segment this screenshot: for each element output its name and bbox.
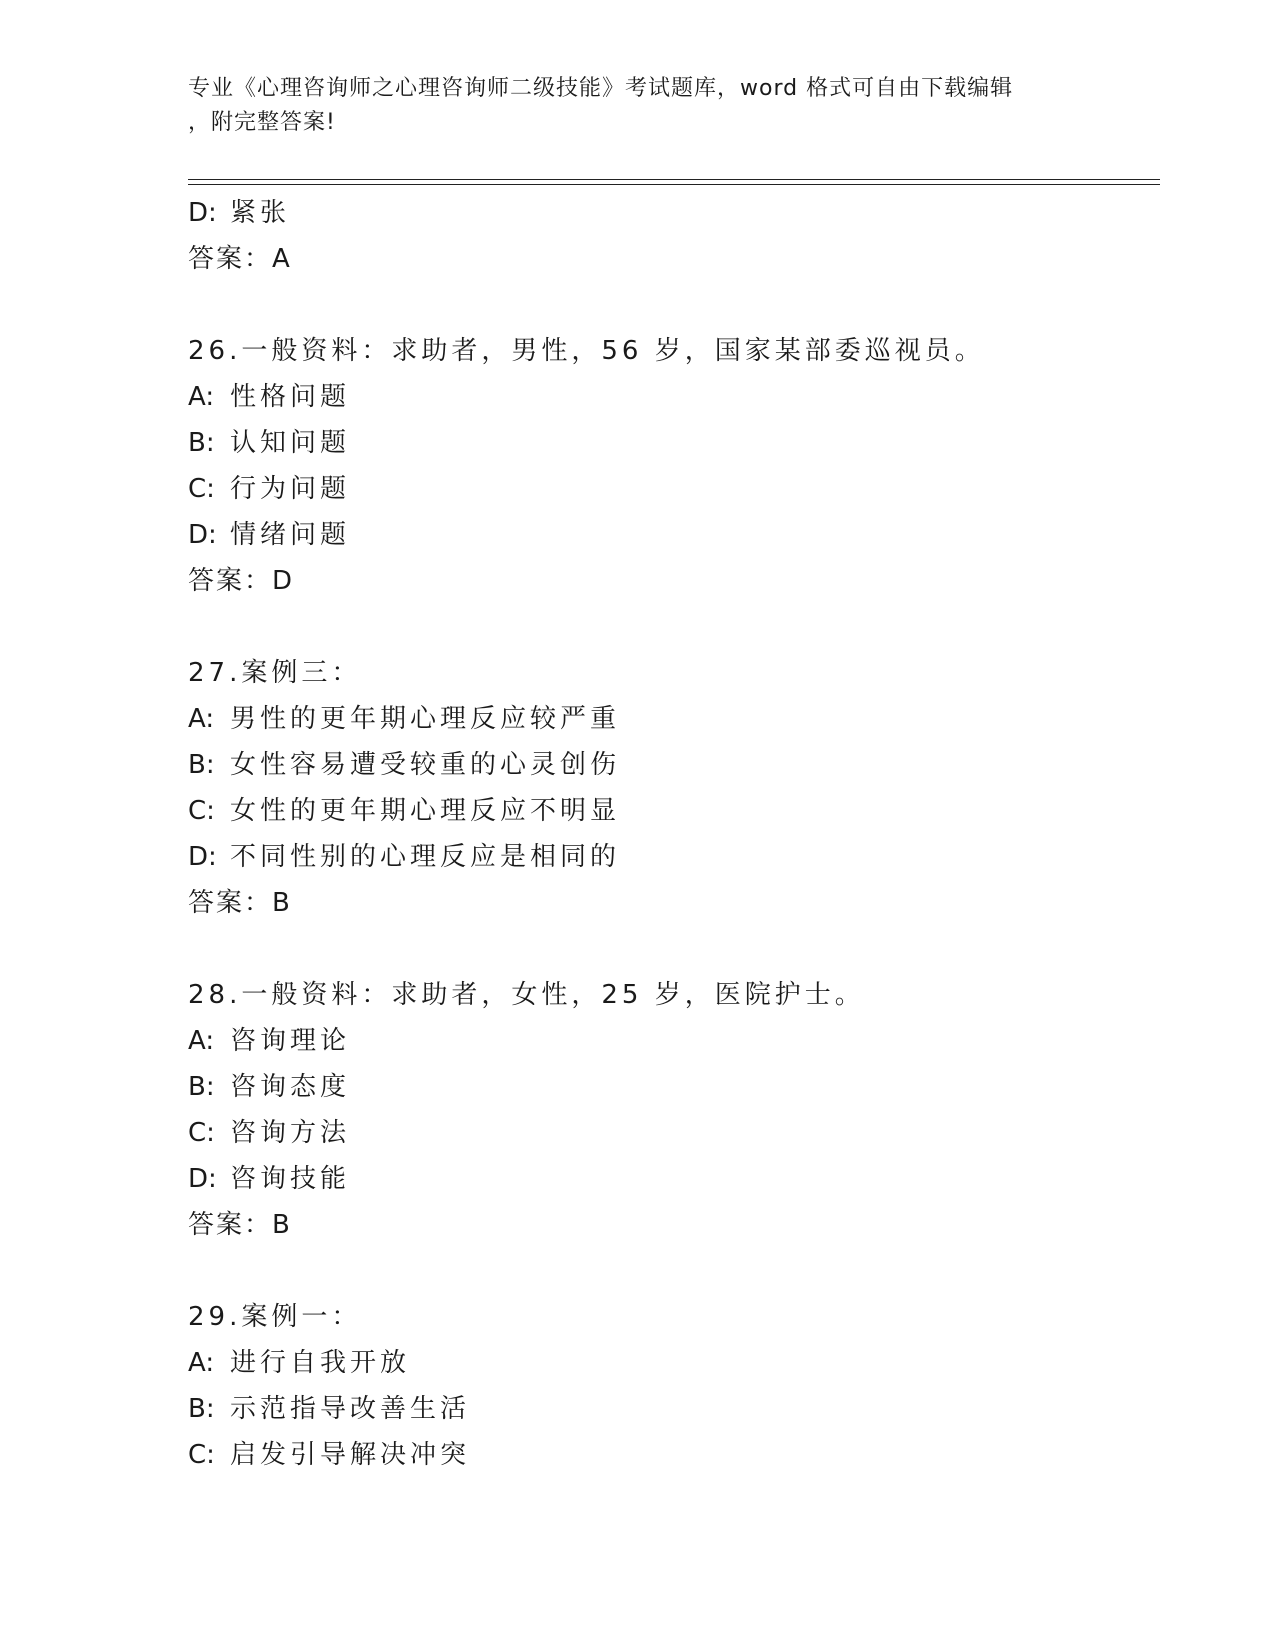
option-text: 咨询理论 (230, 1026, 351, 1056)
option-row (188, 466, 1138, 512)
option-row (188, 374, 1138, 420)
option-letter: C: (188, 1118, 215, 1148)
option-letter: D: (188, 842, 217, 872)
option-text: 咨询方法 (230, 1118, 351, 1148)
option-row (188, 834, 1138, 880)
answer-line: 答案：D (188, 566, 295, 596)
option-row (188, 420, 1138, 466)
option-letter: B: (188, 428, 215, 458)
option-text: 启发引导解决冲突 (230, 1440, 471, 1470)
header-line-2: ，附完整答案! (188, 110, 336, 135)
option-letter: C: (188, 796, 215, 826)
option-text: 行为问题 (230, 474, 351, 504)
option-text: 不同性别的心理反应是相同的 (230, 842, 621, 872)
option-letter: A: (188, 1026, 215, 1056)
option-letter: B: (188, 1394, 215, 1424)
option-text: 进行自我开放 (230, 1348, 411, 1378)
option-row (188, 1156, 1138, 1202)
option-letter: A: (188, 1348, 215, 1378)
question-list (188, 190, 1138, 1478)
option-row (188, 1386, 1138, 1432)
option-letter: A: (188, 704, 215, 734)
header-rule-bottom (188, 184, 1160, 185)
option-row (188, 512, 1138, 558)
option-letter: D: (188, 520, 217, 550)
option-text: 示范指导改善生活 (230, 1394, 471, 1424)
option-row (188, 1110, 1138, 1156)
question-stem: 26.一般资料：求助者，男性，56 岁，国家某部委巡视员。 (188, 336, 985, 366)
question-stem: 29.案例一： (188, 1302, 362, 1332)
answer-line: 答案：B (188, 888, 292, 918)
option-row (188, 1064, 1138, 1110)
option-row (188, 190, 1138, 236)
option-text: 女性的更年期心理反应不明显 (230, 796, 621, 826)
answer-line: 答案：A (188, 244, 292, 274)
option-letter: C: (188, 474, 215, 504)
option-letter: D: (188, 198, 217, 228)
document-header (188, 72, 1088, 140)
answer-line: 答案：B (188, 1210, 292, 1240)
option-text: 男性的更年期心理反应较严重 (230, 704, 621, 734)
option-letter: B: (188, 750, 215, 780)
option-text: 情绪问题 (230, 520, 351, 550)
option-row (188, 1432, 1138, 1478)
option-text: 咨询态度 (230, 1072, 351, 1102)
option-text: 咨询技能 (230, 1164, 351, 1194)
option-text: 紧张 (230, 198, 291, 228)
option-row (188, 1340, 1138, 1386)
option-row (188, 788, 1138, 834)
option-letter: A: (188, 382, 215, 412)
question-stem: 27.案例三： (188, 658, 362, 688)
option-row (188, 1018, 1138, 1064)
option-row (188, 742, 1138, 788)
option-row (188, 696, 1138, 742)
header-line-1: 专业《心理咨询师之心理咨询师二级技能》考试题库，word 格式可自由下载编辑 (188, 76, 1014, 101)
option-text: 女性容易遭受较重的心灵创伤 (230, 750, 621, 780)
header-rule-top (188, 179, 1160, 180)
option-letter: D: (188, 1164, 217, 1194)
option-text: 认知问题 (230, 428, 351, 458)
option-text: 性格问题 (230, 382, 351, 412)
question-stem: 28.一般资料：求助者，女性，25 岁，医院护士。 (188, 980, 865, 1010)
option-letter: C: (188, 1440, 215, 1470)
option-letter: B: (188, 1072, 215, 1102)
